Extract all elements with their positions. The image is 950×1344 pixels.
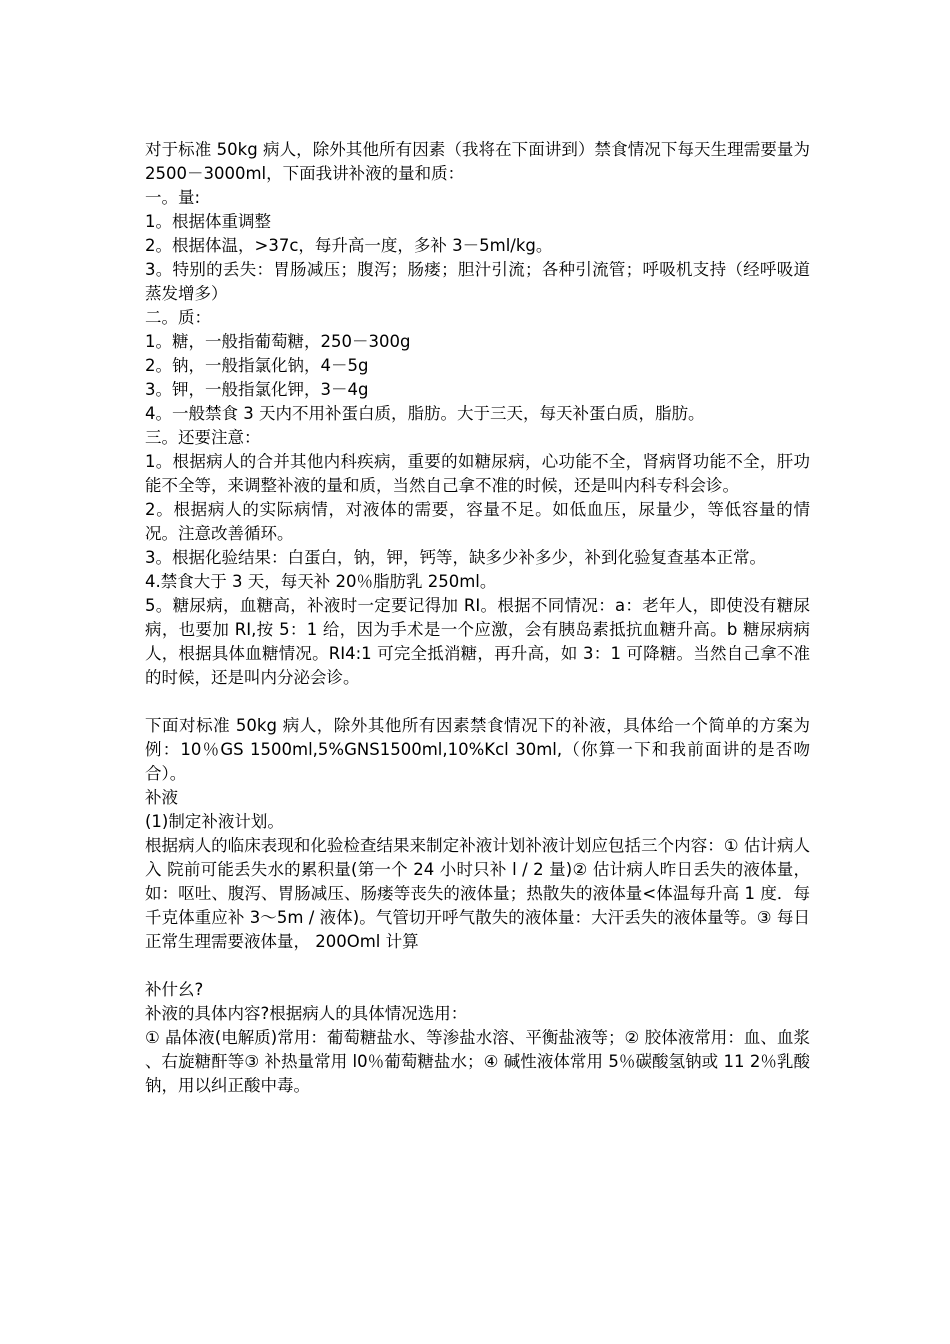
- blank-line: [145, 690, 810, 714]
- list-item: 5。糖尿病，血糖高，补液时一定要记得加 RI。根据不同情况：a：老年人，即使没有糖尿病，也要加 RI,按 5：1 给，因为手术是一个应激，会有胰岛素抵抗血糖升高。b 糖尿病病人，根据具体血糖情况。RI4:1 可完全抵消糖，再升高，如 3：1 可降糖。当然自己拿不准的时候，还是叫内分泌会诊。: [145, 596, 810, 687]
- heading-notes: 三。还要注意：: [145, 428, 261, 447]
- list-item: 3。特别的丢失：胃肠减压；腹泻；肠瘘；胆汁引流；各种引流管；呼吸机支持（经呼吸道蒸发增多）: [145, 260, 810, 303]
- heading-fluid: 补液: [145, 788, 178, 807]
- heading-what: 补什幺?: [145, 980, 204, 999]
- list-item: 3。根据化验结果：白蛋白，钠，钾，钙等，缺多少补多少，补到化验复查基本正常。: [145, 548, 766, 567]
- list-item: 2。钠，一般指氯化钠，4－5g: [145, 356, 369, 375]
- heading-quality: 二。质：: [145, 308, 211, 327]
- list-item: 4。一般禁食 3 天内不用补蛋白质，脂肪。大于三天，每天补蛋白质，脂肪。: [145, 404, 705, 423]
- blank-line: [145, 954, 810, 978]
- heading-quantity: 一。量:: [145, 188, 201, 207]
- list-item: 2。根据病人的实际病情，对液体的需要，容量不足。如低血压，尿量少，等低容量的情况。注意改善循环。: [145, 500, 810, 543]
- paragraph-intro: 对于标准 50kg 病人，除外其他所有因素（我将在下面讲到）禁食情况下每天生理需要量为 2500－3000ml，下面我讲补液的量和质：: [145, 140, 810, 183]
- paragraph-example: 下面对标准 50kg 病人，除外其他所有因素禁食情况下的补液，具体给一个简单的方案为例：10％GS 1500ml,5%GNS1500ml,10%Kcl 30ml,（你算一下和我前面讲的是否吻合）。: [145, 716, 810, 783]
- list-item: 1。根据体重调整: [145, 212, 271, 231]
- paragraph-types: ① 晶体液(电解质)常用：葡萄糖盐水、等渗盐水溶、平衡盐液等；② 胶体液常用：血、血浆 、右旋糖酐等③ 补热量常用 l0％葡萄糖盐水；④ 碱性液体常用 5％碳酸氢钠或 11 2％乳酸钠，用以纠正酸中毒。: [145, 1028, 810, 1095]
- list-item: 4.禁食大于 3 天，每天补 20％脂肪乳 250ml。: [145, 572, 497, 591]
- list-item: 1。糖，一般指葡萄糖，250－300g: [145, 332, 411, 351]
- document-body: [145, 138, 810, 1098]
- paragraph-plan: 根据病人的临床表现和化验检查结果来制定补液计划补液计划应包括三个内容：① 估计病人入 院前可能丢失水的累积量(第一个 24 小时只补 l / 2 量)② 估计病人昨日丢失的液体量，如：呕吐、腹泻、胃肠减压、肠瘘等丧失的液体量；热散失的液体量<体温每升高 1 度．每千克体重应补 3～5m / 液体)。气管切开呼气散失的液体量：大汗丢失的液体量等。③ 每日正常生理需要液体量， 200Oml 计算: [145, 836, 810, 951]
- heading-plan: (1)制定补液计划。: [145, 812, 284, 831]
- paragraph-content: 补液的具体内容?根据病人的具体情况选用：: [145, 1004, 468, 1023]
- list-item: 3。钾，一般指氯化钾，3－4g: [145, 380, 369, 399]
- list-item: 1。根据病人的合并其他内科疾病，重要的如糖尿病，心功能不全，肾病肾功能不全，肝功能不全等，来调整补液的量和质，当然自己拿不准的时候，还是叫内科专科会诊。: [145, 452, 810, 495]
- list-item: 2。根据体温，>37c，每升高一度，多补 3－5ml/kg。: [145, 236, 553, 255]
